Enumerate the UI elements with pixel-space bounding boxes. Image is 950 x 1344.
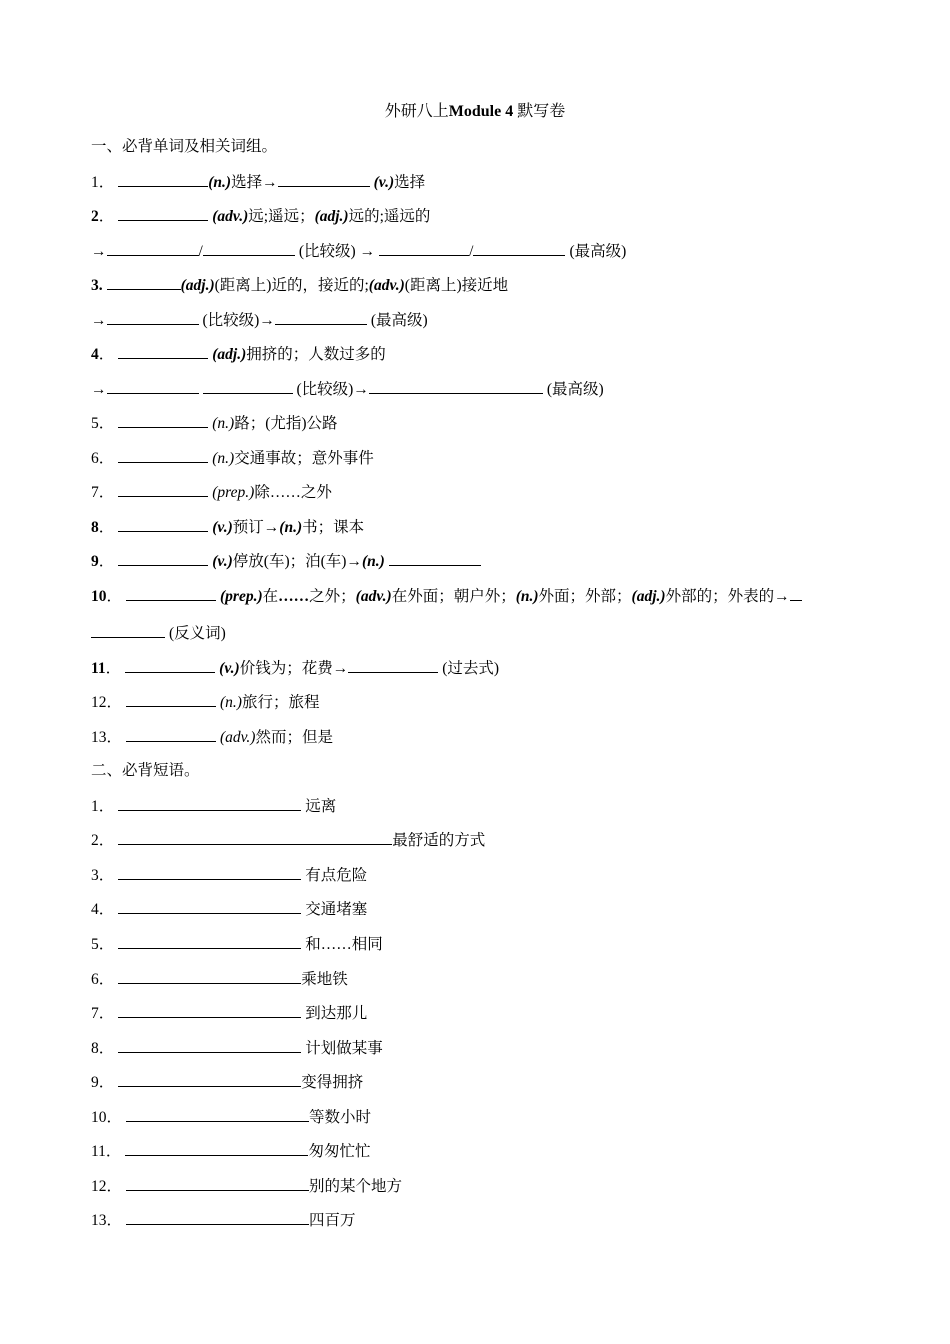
answer-blank[interactable] xyxy=(118,795,301,811)
answer-blank[interactable] xyxy=(348,657,438,673)
section2-heading: 二、必背短语。 xyxy=(91,762,200,779)
word-item-12: 12． (n.)旅行；旅程 xyxy=(91,691,319,713)
answer-blank[interactable] xyxy=(91,622,165,638)
word-item-5: 5． (n.)路；(尤指)公路 xyxy=(91,412,338,434)
answer-blank[interactable] xyxy=(118,481,208,497)
word-item-13: 13． (adv.)然而；但是 xyxy=(91,726,333,748)
phrase-item-8: 8． 计划做某事 xyxy=(91,1037,383,1059)
answer-blank[interactable] xyxy=(107,309,199,325)
page-title xyxy=(0,101,950,123)
answer-blank[interactable] xyxy=(118,1037,301,1053)
answer-blank[interactable] xyxy=(118,898,301,914)
answer-blank[interactable] xyxy=(126,691,216,707)
phrase-item-4: 4． 交通堵塞 xyxy=(91,898,367,920)
answer-blank[interactable] xyxy=(118,412,208,428)
answer-blank[interactable] xyxy=(473,240,565,256)
answer-blank[interactable] xyxy=(126,1106,309,1122)
answer-blank[interactable] xyxy=(275,309,367,325)
title-prefix: 外研八上 xyxy=(384,103,449,120)
answer-blank[interactable] xyxy=(118,171,208,187)
phrase-item-11: 11． 匆匆忙忙 xyxy=(91,1140,370,1162)
phrase-item-7: 7． 到达那儿 xyxy=(91,1002,367,1024)
word-item-7: 7． (prep.)除……之外 xyxy=(91,481,332,503)
answer-blank[interactable] xyxy=(118,933,301,949)
answer-blank[interactable] xyxy=(107,274,181,290)
answer-blank[interactable] xyxy=(118,343,208,359)
answer-blank[interactable] xyxy=(126,1209,309,1225)
answer-blank[interactable] xyxy=(118,516,208,532)
phrase-item-13: 13． 四百万 xyxy=(91,1209,356,1231)
answer-blank[interactable] xyxy=(203,240,295,256)
answer-blank[interactable] xyxy=(278,171,370,187)
answer-blank[interactable] xyxy=(107,240,199,256)
answer-blank[interactable] xyxy=(790,585,802,601)
answer-blank[interactable] xyxy=(118,447,208,463)
word-item-10-antonym: (反义词) xyxy=(91,622,226,644)
answer-blank[interactable] xyxy=(389,550,481,566)
word-item-2-forms: → / (比较级) → / (最高级) xyxy=(91,240,626,262)
answer-blank[interactable] xyxy=(118,1071,301,1087)
word-item-8: 8． (v.)预订→(n.)书；课本 xyxy=(91,516,364,538)
answer-blank[interactable] xyxy=(107,378,199,394)
word-item-1: 1． (n.)选择→ (v.)选择 xyxy=(91,171,425,193)
answer-blank[interactable] xyxy=(126,726,216,742)
phrase-item-9: 9． 变得拥挤 xyxy=(91,1071,363,1093)
word-item-9: 9． (v.)停放(车)；泊(车)→(n.) xyxy=(91,550,481,572)
answer-blank[interactable] xyxy=(126,585,216,601)
title-module: Module 4 xyxy=(448,103,514,120)
word-item-3-forms: → (比较级)→ (最高级) xyxy=(91,309,428,331)
word-item-11: 11． (v.)价钱为；花费→ (过去式) xyxy=(91,657,499,679)
answer-blank[interactable] xyxy=(125,657,215,673)
answer-blank[interactable] xyxy=(118,550,208,566)
answer-blank[interactable] xyxy=(203,378,293,394)
word-item-6: 6． (n.)交通事故；意外事件 xyxy=(91,447,374,469)
answer-blank[interactable] xyxy=(126,1175,309,1191)
section1-heading: 一、必背单词及相关词组。 xyxy=(91,138,278,155)
word-item-2: 2． (adv.)远;遥远；(adj.)远的;遥远的 xyxy=(91,205,430,227)
phrase-item-12: 12． 别的某个地方 xyxy=(91,1175,402,1197)
answer-blank[interactable] xyxy=(118,829,392,845)
phrase-item-2: 2． 最舒适的方式 xyxy=(91,829,485,851)
answer-blank[interactable] xyxy=(118,968,301,984)
phrase-item-6: 6． 乘地铁 xyxy=(91,968,348,990)
answer-blank[interactable] xyxy=(118,864,301,880)
word-item-4: 4． (adj.)拥挤的；人数过多的 xyxy=(91,343,386,365)
title-suffix: 默写卷 xyxy=(517,103,566,120)
phrase-item-10: 10． 等数小时 xyxy=(91,1106,371,1128)
phrase-item-5: 5． 和……相同 xyxy=(91,933,383,955)
answer-blank[interactable] xyxy=(369,378,543,394)
phrase-item-1: 1． 远离 xyxy=(91,795,336,817)
answer-blank[interactable] xyxy=(379,240,469,256)
answer-blank[interactable] xyxy=(118,205,208,221)
word-item-4-forms: → (比较级)→ (最高级) xyxy=(91,378,604,400)
answer-blank[interactable] xyxy=(118,1002,301,1018)
phrase-item-3: 3． 有点危险 xyxy=(91,864,367,886)
word-item-10: 10． (prep.)在……之外；(adv.)在外面；朝户外；(n.)外面；外部；(adj.)外部的；外表的→ xyxy=(91,585,802,607)
answer-blank[interactable] xyxy=(125,1140,308,1156)
word-item-3: 3. (adj.)(距离上)近的，接近的;(adv.)(距离上)接近地 xyxy=(91,274,508,296)
